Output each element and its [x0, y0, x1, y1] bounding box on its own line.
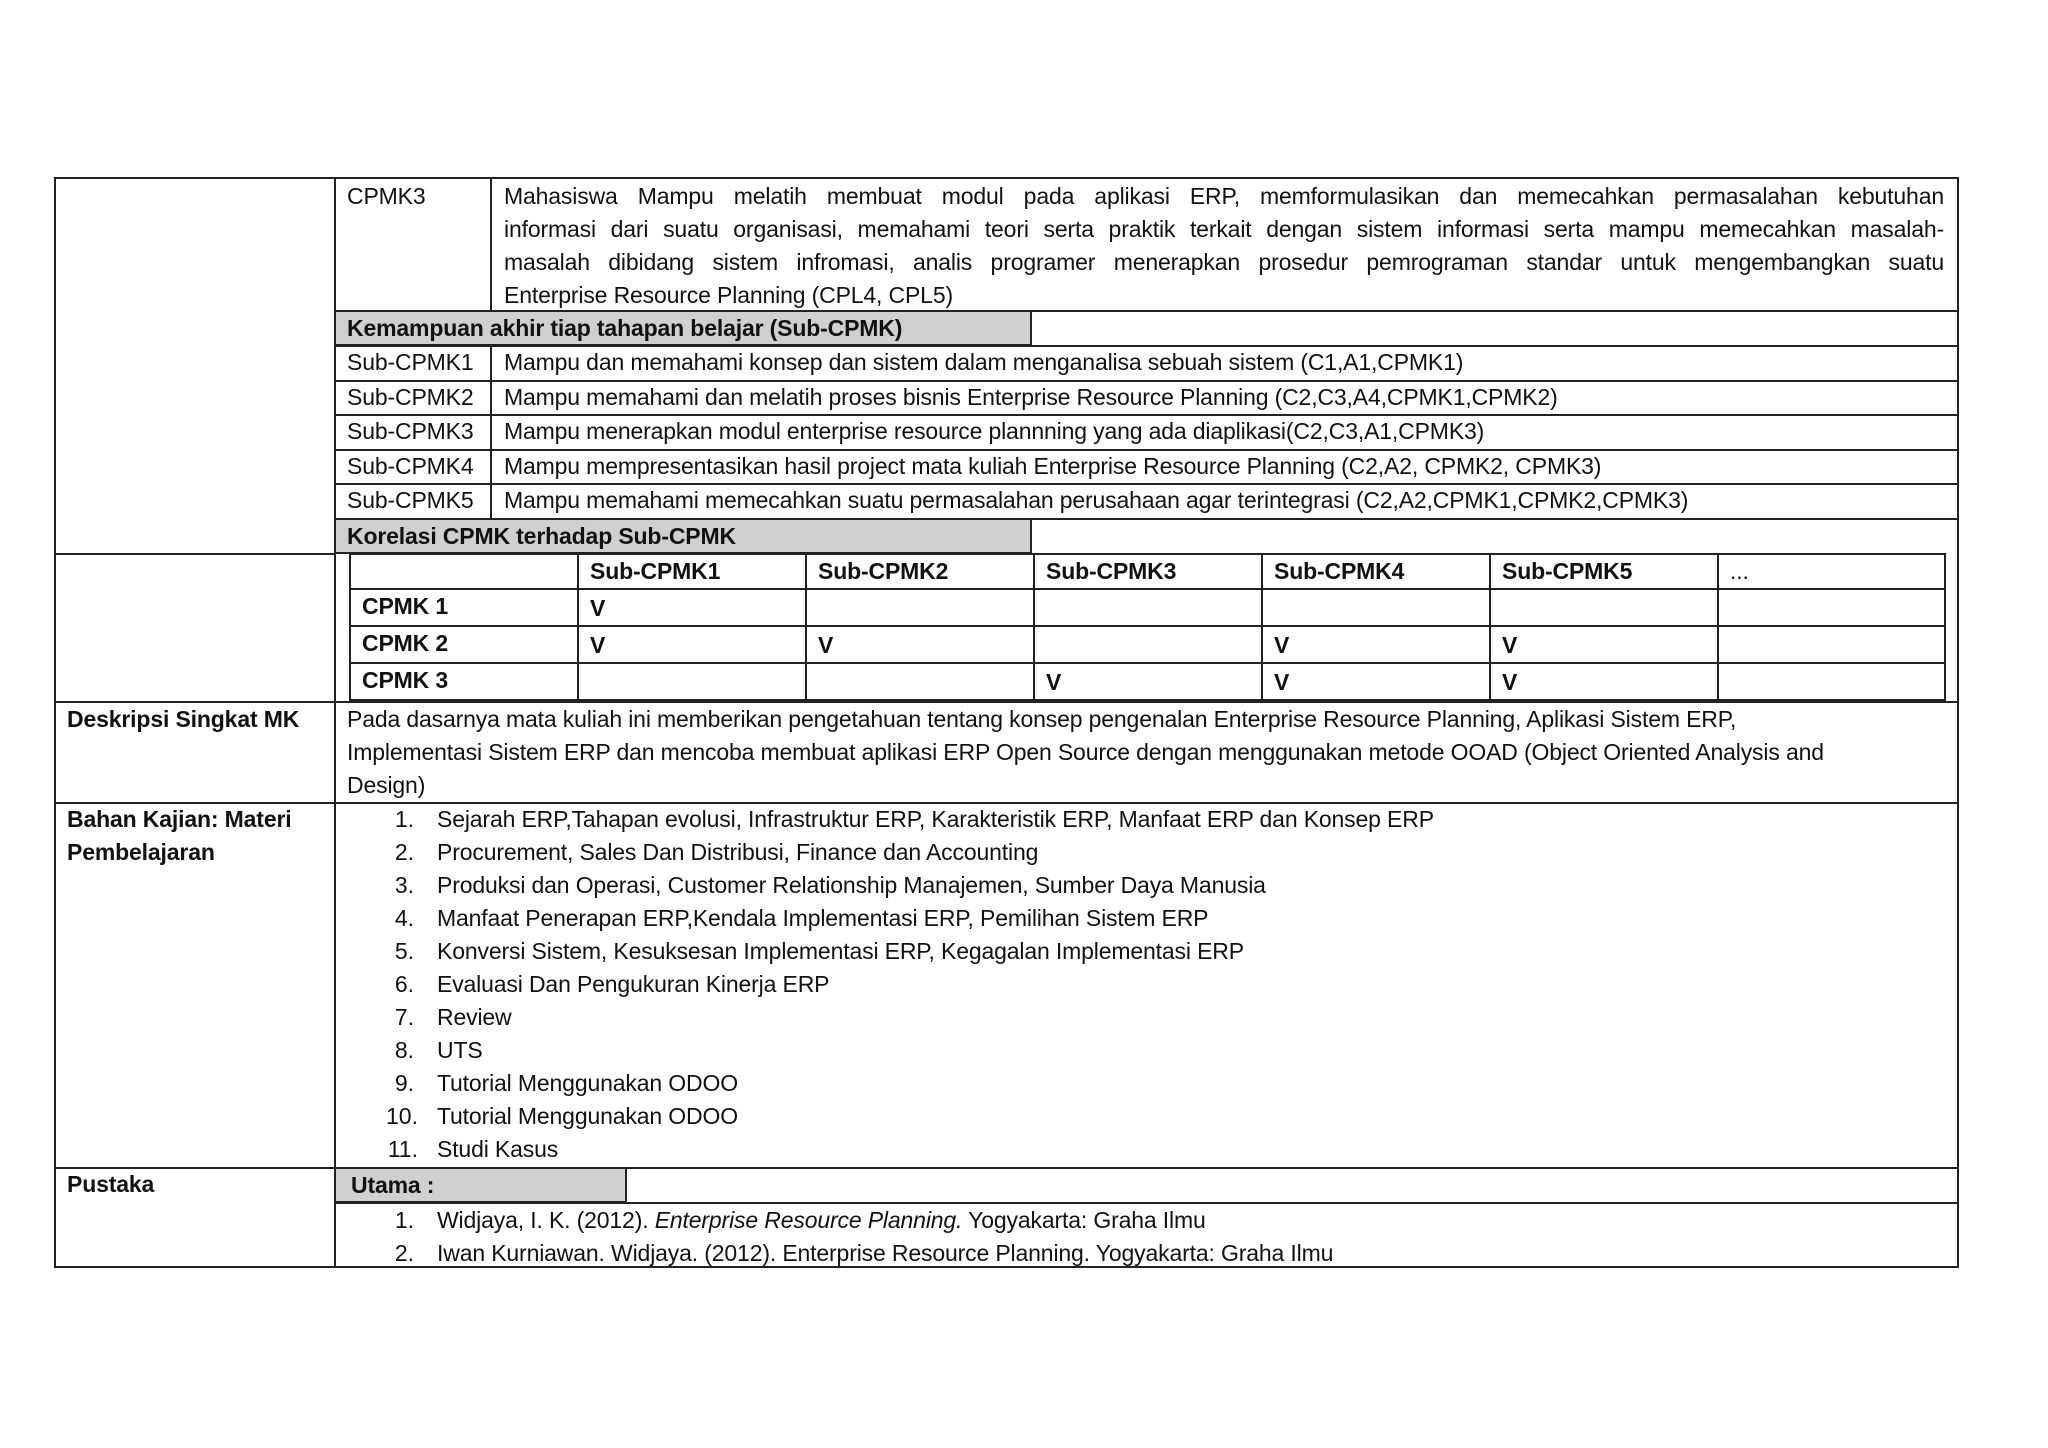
pustaka-number: 2. — [394, 1240, 414, 1266]
bahan-kajian-label: Bahan Kajian: Materi — [67, 806, 292, 832]
korelasi-row-label: CPMK 3 — [362, 667, 449, 693]
deskripsi-line-3: Design) — [347, 772, 426, 798]
korelasi-cell: V — [1502, 632, 1518, 658]
bahan-kajian-item: Konversi Sistem, Kesuksesan Implementasi ERP, Kegagalan Implementasi ERP — [437, 938, 1244, 964]
sub-cpmk4-text: Mampu mempresentasikan hasil project mata kuliah Enterprise Resource Planning (C2,A2, CPMK2, CPMK3) — [504, 453, 1602, 479]
sub-cpmk1-code: Sub-CPMK1 — [347, 349, 474, 375]
bahan-kajian-number: 10. — [386, 1103, 418, 1129]
code-column-divider — [490, 345, 492, 518]
bahan-kajian-item: Studi Kasus — [437, 1136, 559, 1162]
korelasi-row-label: CPMK 2 — [362, 630, 449, 656]
row-line — [54, 553, 336, 555]
sub-cpmk5-text: Mampu memahami memecahkan suatu permasalahan perusahaan agar terintegrasi (C2,A2,CPMK1,CPMK2,CPMK3) — [504, 487, 1689, 513]
sub-cpmk3-text: Mampu menerapkan modul enterprise resource plannning yang ada diaplikasi(C2,C3,A1,CPMK3) — [504, 418, 1485, 444]
sub-cpmk-header: Kemampuan akhir tiap tahapan belajar (Sub-CPMK) — [347, 315, 903, 341]
sub-cpmk2-code: Sub-CPMK2 — [347, 384, 474, 410]
korelasi-row-line — [349, 662, 1946, 664]
bahan-kajian-item: Manfaat Penerapan ERP,Kendala Implementasi ERP, Pemilihan Sistem ERP — [437, 905, 1209, 931]
korelasi-row-line — [349, 625, 1946, 627]
deskripsi-line-1: Pada dasarnya mata kuliah ini memberikan pengetahuan tentang konsep pengenalan Enterprise Resource Planning, Aplikasi Sistem ERP, — [347, 706, 1737, 732]
korelasi-col-header: Sub-CPMK1 — [590, 558, 721, 584]
korelasi-row-line — [349, 588, 1946, 590]
korelasi-row-label: CPMK 1 — [362, 593, 449, 619]
sub-cpmk3-code: Sub-CPMK3 — [347, 418, 474, 444]
korelasi-col-header: Sub-CPMK4 — [1274, 558, 1405, 584]
korelasi-col-header: Sub-CPMK2 — [818, 558, 949, 584]
bahan-kajian-number: 1. — [394, 806, 414, 832]
korelasi-cell: V — [590, 595, 606, 621]
bahan-kajian-item: Review — [437, 1004, 512, 1030]
korelasi-col-line — [1489, 553, 1491, 701]
sub-cpmk4-code: Sub-CPMK4 — [347, 453, 474, 479]
bahan-kajian-item: Produksi dan Operasi, Customer Relationship Manajemen, Sumber Daya Manusia — [437, 872, 1266, 898]
korelasi-col-line — [577, 553, 579, 701]
bahan-kajian-item: UTS — [437, 1037, 483, 1063]
deskripsi-line-2: Implementasi Sistem ERP dan mencoba membuat aplikasi ERP Open Source dengan menggunakan metode OOAD (Object Oriented Analysis and — [347, 739, 1824, 765]
bahan-kajian-number: 11. — [387, 1136, 418, 1162]
bahan-kajian-number: 3. — [394, 872, 414, 898]
bahan-kajian-number: 6. — [394, 971, 414, 997]
korelasi-cell: V — [1046, 669, 1062, 695]
bahan-kajian-item: Tutorial Menggunakan ODOO — [437, 1103, 738, 1129]
cpmk3-line-4: Enterprise Resource Planning (CPL4, CPL5) — [504, 282, 953, 308]
bahan-kajian-number: 8. — [394, 1037, 414, 1063]
bahan-kajian-number: 2. — [394, 839, 414, 865]
cpmk3-code: CPMK3 — [347, 183, 426, 209]
cpmk3-line-1: Mahasiswa Mampu melatih membuat modul pada aplikasi ERP, memformulasikan dan memecahkan permasalahan kebutuhan — [504, 183, 1944, 209]
bahan-kajian-number: 4. — [394, 905, 414, 931]
bahan-kajian-item: Evaluasi Dan Pengukuran Kinerja ERP — [437, 971, 830, 997]
bahan-kajian-number: 7. — [394, 1004, 414, 1030]
utama-label: Utama : — [351, 1172, 435, 1198]
korelasi-col-line — [805, 553, 807, 701]
cpmk3-line-2: informasi dari suatu organisasi, memahami teori serta praktik terkait dengan sistem informasi serta mampu memecahkan masalah- — [504, 216, 1944, 242]
korelasi-col-header: Sub-CPMK5 — [1502, 558, 1633, 584]
pustaka-ref-2: Iwan Kurniawan. Widjaya. (2012). Enterprise Resource Planning. Yogyakarta: Graha Ilmu — [437, 1240, 1334, 1266]
korelasi-col-header: ... — [1730, 558, 1749, 584]
code-column-divider — [490, 177, 492, 310]
pustaka-ref-1: Widjaya, I. K. (2012). Enterprise Resource Planning. Yogyakarta: Graha Ilmu — [437, 1207, 1206, 1233]
cpmk3-line-3: masalah dibidang sistem infromasi, analis programer menerapkan prosedur pemrograman standar untuk mengembangkan suatu — [504, 249, 1944, 275]
pustaka-number: 1. — [394, 1207, 414, 1233]
bahan-kajian-number: 9. — [394, 1070, 414, 1096]
sub-cpmk2-text: Mampu memahami dan melatih proses bisnis Enterprise Resource Planning (C2,C3,A4,CPMK1,CPMK2) — [504, 384, 1558, 410]
korelasi-col-line — [1717, 553, 1719, 701]
korelasi-col-header: Sub-CPMK3 — [1046, 558, 1177, 584]
pustaka-label: Pustaka — [67, 1171, 155, 1197]
sub-cpmk1-text: Mampu dan memahami konsep dan sistem dalam menganalisa sebuah sistem (C1,A1,CPMK1) — [504, 349, 1464, 375]
bahan-kajian-number: 5. — [394, 938, 414, 964]
korelasi-cell: V — [818, 632, 834, 658]
deskripsi-label: Deskripsi Singkat MK — [67, 706, 300, 732]
korelasi-col-line — [1261, 553, 1263, 701]
korelasi-cell: V — [1274, 669, 1290, 695]
bahan-kajian-item: Sejarah ERP,Tahapan evolusi, Infrastruktur ERP, Karakteristik ERP, Manfaat ERP dan Konsep ERP — [437, 806, 1434, 832]
bahan-kajian-label: Pembelajaran — [67, 839, 215, 865]
korelasi-cell: V — [590, 632, 606, 658]
sub-cpmk5-code: Sub-CPMK5 — [347, 487, 474, 513]
korelasi-cell: V — [1274, 632, 1290, 658]
korelasi-col-line — [1033, 553, 1035, 701]
korelasi-header: Korelasi CPMK terhadap Sub-CPMK — [347, 523, 736, 549]
bahan-kajian-item: Tutorial Menggunakan ODOO — [437, 1070, 738, 1096]
korelasi-cell: V — [1502, 669, 1518, 695]
bahan-kajian-item: Procurement, Sales Dan Distribusi, Finance dan Accounting — [437, 839, 1039, 865]
